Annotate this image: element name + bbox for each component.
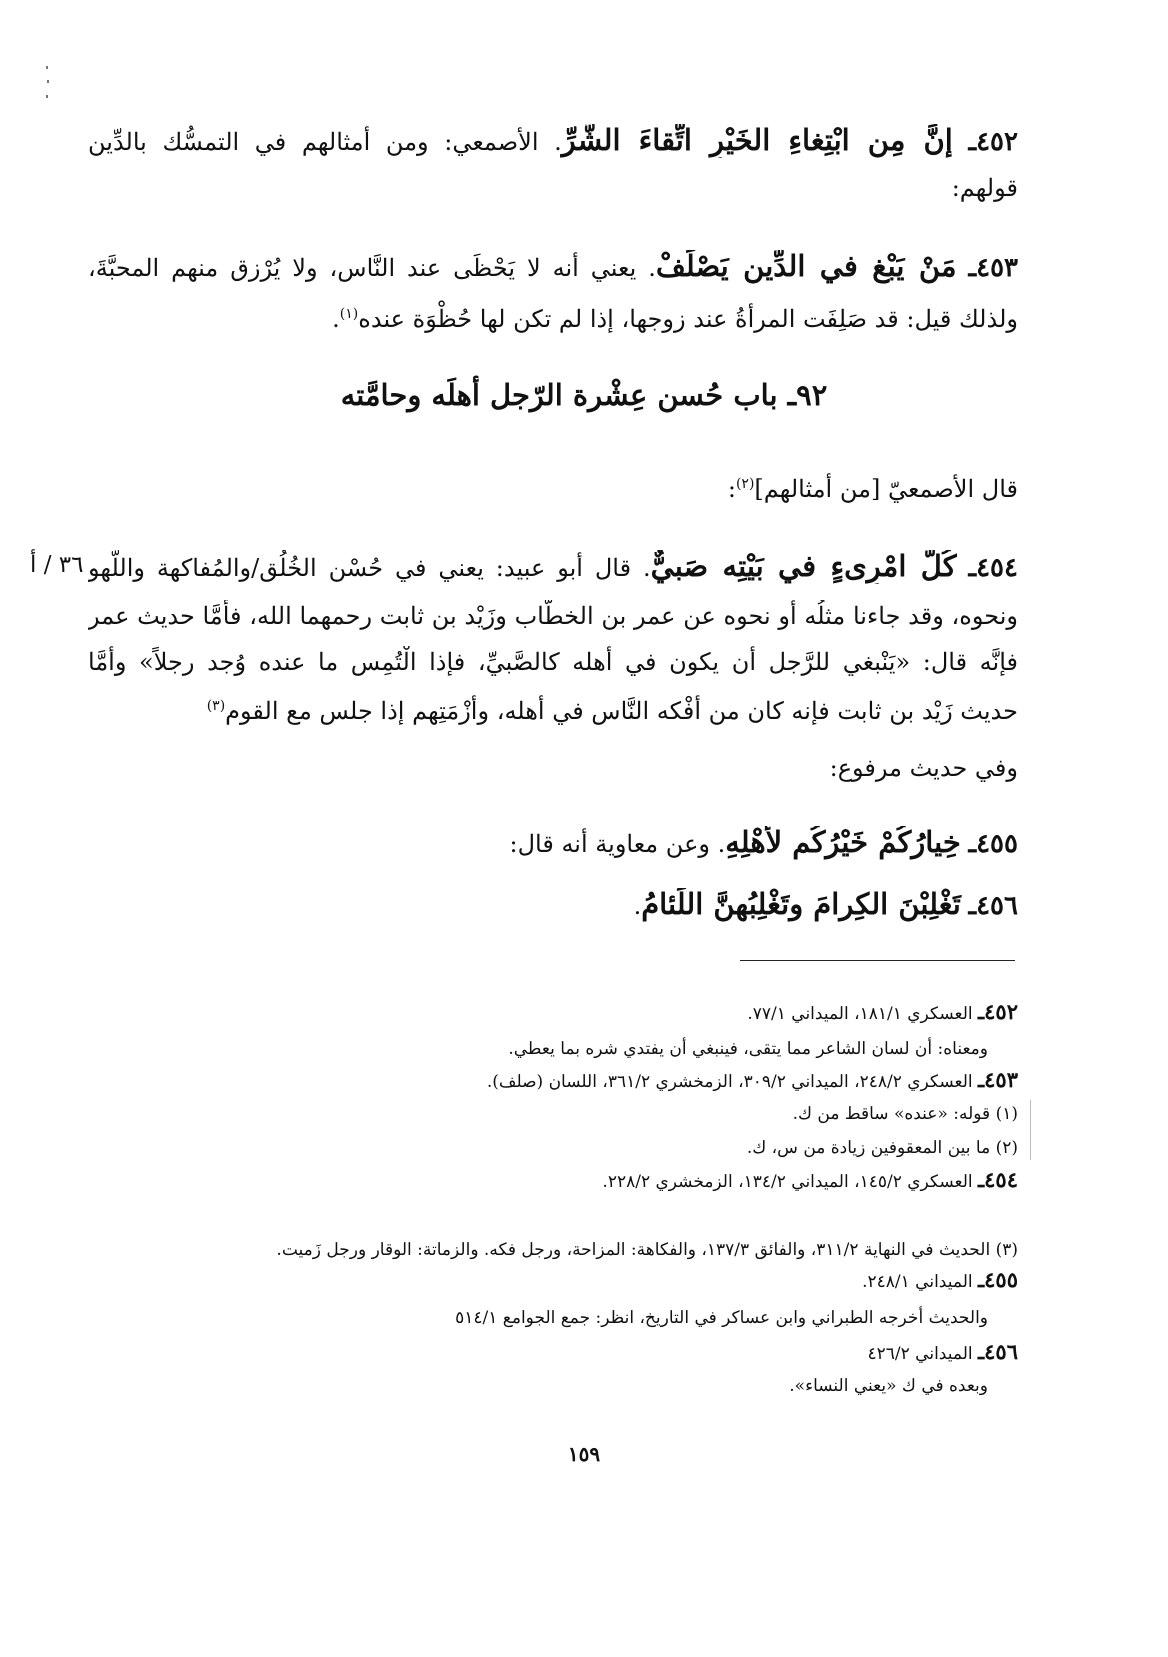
scan-line [1030,1100,1031,1160]
endnote-2: (٢) ما بين المعقوفين زيادة من س، ك. [746,1138,1018,1158]
scan-speck [46,66,48,69]
proverb-456 [88,888,1018,922]
proverb-end: . [633,892,642,920]
footnote-ref: (١) [339,306,359,322]
proverb-454-line-2: ونحوه، وقد جاءنا مثلُه أو نحوه عن عمر بن الخطَّاب وزَيْد بن ثابت رحمهما الله، فأمَّا حديث عمر [88,602,1018,630]
scan-speck [46,95,48,98]
footnote-text: العسكري ١٤٥/٢، الميداني ١٣٤/٢، الزمخشري ٢٢٨/٢. [602,1172,973,1192]
footnote-number: ٤٥٥ـ [978,1268,1018,1292]
proverb-text: تَغْلِبْنَ الكِرامَ وتَغْلِبُهنَّ اللِّئامُ [641,888,961,921]
proverb-commentary: . يعني أنه لا يَحْظَى عند النَّاس، ولا يُرْزق منهم المحبَّةَ، [88,254,656,282]
footnote-452-note: ومعناه: أن لسان الشاعر مما يتقى، فينبغي أن يفتدي شره بما يعطي. [508,1039,988,1059]
hadith-intro: وفي حديث مرفوع: [829,754,1018,782]
proverb-commentary: . الأصمعي: ومن أمثالهم في التمسُّك بالدِّين [88,128,562,156]
footnote-ref: (٢) [735,476,755,492]
proverb-452-line-2: قولهم: [951,174,1018,202]
proverb-commentary: . وعن معاوية أنه قال: [509,830,726,858]
proverb-text: كُلُّ امْرِىءٍ في بَيْتِه صَبيٌّ [650,550,957,583]
footnote-ref: (٣) [206,698,226,714]
footnote-456-note: وبعده في ك «يعني النساء». [789,1376,988,1396]
footnote-453 [88,1068,1018,1094]
footnote-text: العسكري ١٨١/١، الميداني ٧٧/١. [747,1004,973,1024]
footnote-number: ٤٥٢ـ [978,1000,1018,1024]
proverb-text: إنَّ مِن ابْتِغاءِ الخَيْرِ اتِّقاءَ الشَّرِّ [561,124,953,157]
proverb-453-line-1 [88,250,1018,284]
footnote-text: العسكري ٢٤٨/٢، الميداني ٣٠٩/٢، الزمخشري ٣٦١/٢، اللسان (صلف). [486,1072,973,1092]
proverb-number: ٤٥٣ـ [968,253,1018,283]
endnote-3: (٣) الحديث في النهاية ٣١١/٢، والفائق ١٣٧/٣، والفكاهة: المزاحة، ورجل فكه. والزماتة: الوقار ورجل زَميت. [276,1240,1018,1260]
proverb-commentary: . قال أبو عبيد: يعني في حُسْن الخُلُق/والمُفاكهة واللَّهو [88,554,651,582]
footnote-454 [88,1168,1018,1194]
intro-colon: : [727,475,736,503]
commentary-text: حديث زَيْد بن ثابت فإنه كان من أفْكه النَّاس في أهله، وأزْمَتِهم إذا جلس مع القوم [225,697,1018,725]
proverb-452-line-1 [88,124,1018,158]
footnote-number: ٤٥٤ـ [978,1168,1018,1192]
margin-folio-marker: ٣٦ / أ [30,552,84,578]
proverb-454-line-4 [88,690,1018,727]
intro-text: قال الأصمعيّ [من أمثالهم] [754,475,1018,503]
proverb-number: ٤٥٤ـ [968,553,1018,583]
proverb-text: خِيارُكُمْ خَيْرُكُم لأَهْلِهِ [725,826,961,859]
footnote-456 [88,1340,1018,1366]
proverb-number: ٤٥٥ـ [968,829,1018,859]
footnote-number: ٤٥٦ـ [978,1340,1018,1364]
footnote-number: ٤٥٣ـ [978,1068,1018,1092]
page-number: ١٥٩ [567,1442,601,1466]
proverb-text: مَنْ يَبْغِ في الدِّين يَصْلَفْ [655,250,957,283]
proverb-454-line-3: فإنَّه قال: «يَنْبغي للرَّجل أن يكون في أهله كالصَّبيِّ، فإذا الْتُمِس ما عنده وُجد رجلاً» وأمَّا [88,648,1018,676]
proverb-454-line-1 [88,550,1018,584]
footnote-text: الميداني ٢٤٨/١. [862,1272,973,1292]
proverb-453-line-2: ولذلك قيل: قد صَلِفَت المرأةُ عند زوجها، إذا لم تكن لها حُظْوَة عنده$^{(١)}$. [332,305,1018,333]
chapter-intro [88,468,1018,505]
scan-speck [47,80,49,83]
endnote-1: (١) قوله: «عنده» ساقط من ك. [792,1104,1018,1124]
proverb-455 [88,826,1018,860]
chapter-heading: ٩٢ـ باب حُسن عِشْرة الرّجل أهلَه وحامَّته [340,378,828,412]
footnote-text: الميداني ٤٢٦/٢ [867,1344,973,1364]
commentary-text: ولذلك قيل: قد صَلِفَت المرأةُ عند زوجها، إذا لم تكن لها حُظْوَة عنده [358,305,1018,333]
footnote-separator [740,960,1015,961]
footnote-455 [88,1268,1018,1294]
footnote-455-note: والحديث أخرجه الطبراني وابن عساكر في التاريخ، انظر: جمع الجوامع ٥١٤/١ [455,1308,988,1328]
proverb-number: ٤٥٢ـ [968,127,1018,157]
footnote-452 [88,1000,1018,1026]
proverb-number: ٤٥٦ـ [968,891,1018,921]
